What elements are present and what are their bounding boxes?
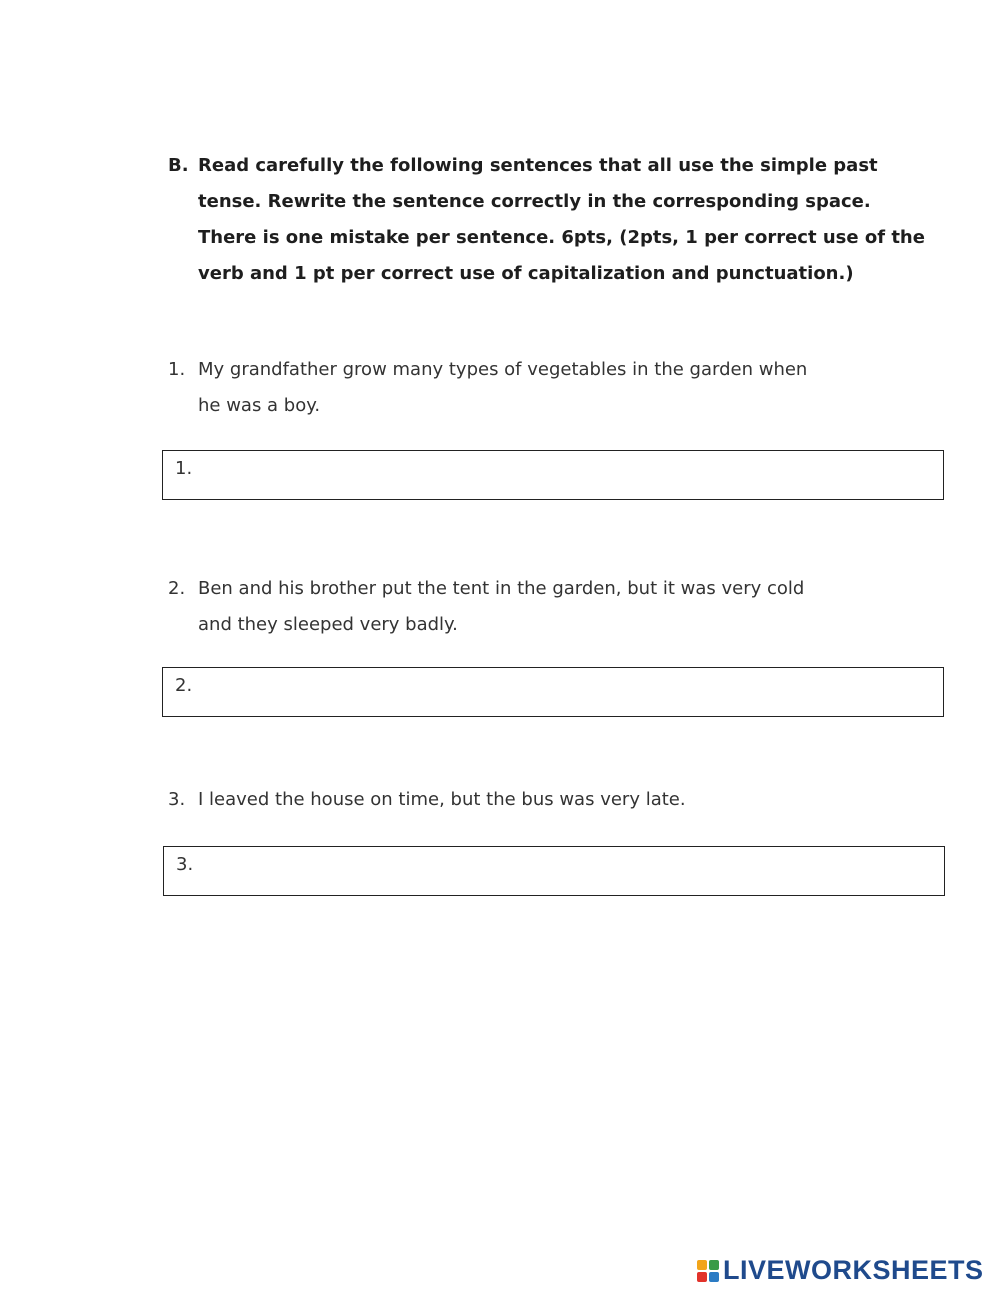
answer-box-label: 1. xyxy=(175,458,193,479)
instructions-block xyxy=(168,148,925,292)
question-1 xyxy=(168,352,888,424)
answer-box-label: 3. xyxy=(176,854,194,875)
question-2-line-2: and they sleeped very badly. xyxy=(198,614,458,635)
answer-input-2[interactable] xyxy=(203,674,927,712)
question-number: 3. xyxy=(168,789,186,810)
logo-blocks-icon xyxy=(697,1260,719,1282)
question-1-line-2: he was a boy. xyxy=(198,395,321,416)
instructions-line-1: Read carefully the following sentences that all use the simple past xyxy=(198,155,878,176)
answer-box-3[interactable] xyxy=(163,846,945,896)
answer-box-label: 2. xyxy=(175,675,193,696)
logo-block xyxy=(697,1272,707,1282)
section-letter: B. xyxy=(168,155,189,176)
question-2 xyxy=(168,571,888,643)
question-number: 2. xyxy=(168,578,186,599)
question-number: 1. xyxy=(168,359,186,380)
answer-input-1[interactable] xyxy=(203,457,927,495)
logo-text: LIVEWORKSHEETS xyxy=(723,1255,984,1285)
instructions-line-4: verb and 1 pt per correct use of capitalization and punctuation.) xyxy=(198,263,854,284)
question-2-line-1: Ben and his brother put the tent in the garden, but it was very cold xyxy=(198,578,805,599)
instructions-line-3: There is one mistake per sentence. 6pts, (2pts, 1 per correct use of the xyxy=(198,227,925,248)
question-1-line-1: My grandfather grow many types of vegetables in the garden when xyxy=(198,359,808,380)
logo-block xyxy=(709,1272,719,1282)
liveworksheets-logo xyxy=(697,1255,984,1286)
answer-box-2[interactable] xyxy=(162,667,944,717)
instructions-line-2: tense. Rewrite the sentence correctly in the corresponding space. xyxy=(198,191,871,212)
logo-block xyxy=(709,1260,719,1270)
question-3-line-1: I leaved the house on time, but the bus was very late. xyxy=(198,789,686,810)
logo-block xyxy=(697,1260,707,1270)
answer-box-1[interactable] xyxy=(162,450,944,500)
question-3 xyxy=(168,782,888,818)
answer-input-3[interactable] xyxy=(204,853,928,891)
